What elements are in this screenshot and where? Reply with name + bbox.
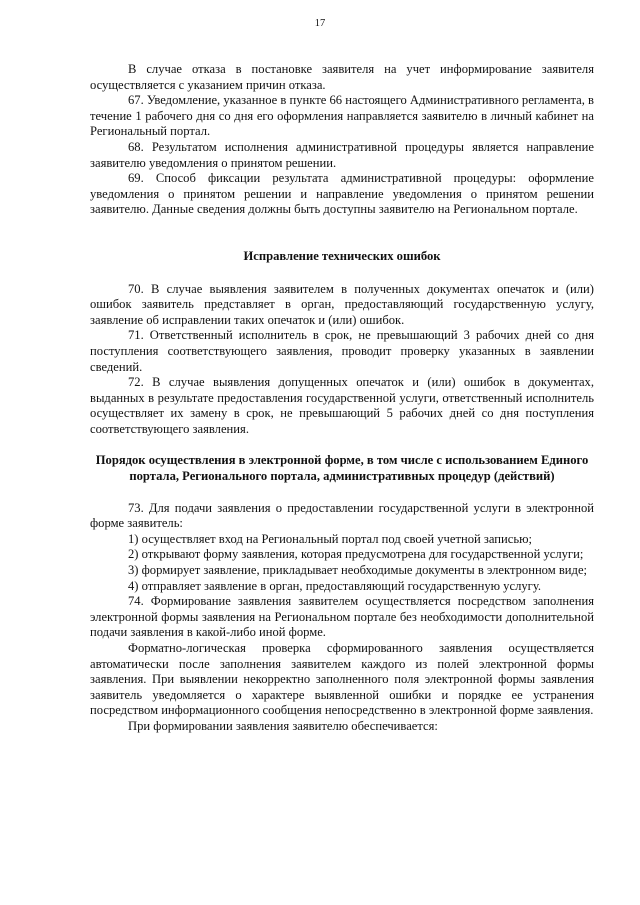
spacer (90, 437, 594, 453)
section-heading-corrections: Исправление технических ошибок (243, 248, 441, 263)
paragraph-67: 67. Уведомление, указанное в пункте 66 настоящего Административного регламента, в течение 1 рабочего дня со дня его оформления направляется заявителю в личный кабинет на Региональный портал. (90, 93, 594, 139)
spacer (90, 265, 594, 282)
paragraph-provision: При формировании заявления заявителю обеспечивается: (128, 718, 438, 733)
paragraph-73: 73. Для подачи заявления о предоставлении государственной услуги в электронной форме заявитель: (90, 500, 594, 531)
spacer (90, 485, 594, 501)
list-item-1: 1) осуществляет вход на Региональный портал под своей учетной записью; (128, 531, 533, 546)
list-item-4: 4) отправляет заявление в орган, предоставляющий государственную услугу. (128, 578, 542, 593)
list-item-3: 3) формирует заявление, прикладывает необходимые документы в электронном виде; (128, 563, 588, 578)
paragraph-format-check: Форматно-логическая проверка сформированного заявления осуществляется автоматически после заполнения заявителем каждого из полей электронной формы заявления. При выявлении некорректно заполненного поля электронной формы заявления заявитель уведомляется о характере выявленной ошибки и порядке ее устранения посредством информационного сообщения непосредственно в электронной форме заявления. (90, 641, 594, 718)
paragraph-74: 74. Формирование заявления заявителем осуществляется посредством заполнения электронной формы заявления на Региональном портале без необходимости дополнительной подачи заявления в какой-либо иной форме. (90, 594, 594, 640)
section-heading-electronic: Порядок осуществления в электронной форме, в том числе с использованием Единого портала, Регионального портала, административных процедур (действий) (95, 453, 589, 484)
paragraph-72: 72. В случае выявления допущенных опечаток и (или) ошибок в документах, выданных в результате предоставления государственной услуги, ответственный исполнитель осуществляет их замену в срок, не превышающий 5 рабочих дней со дня поступления соответствующего заявления. (90, 375, 594, 436)
spacer (90, 218, 594, 249)
list-item-2: 2) открывают форму заявления, которая предусмотрена для государственной услуги; (128, 547, 584, 562)
paragraph-69: 69. Способ фиксации результата административной процедуры: оформление уведомления о принятом решении и направление уведомления о принятом решении заявителю. Данные сведения должны быть доступны заявителю на Региональном портале. (90, 171, 594, 217)
page-number: 17 (314, 18, 326, 29)
paragraph-71: 71. Ответственный исполнитель в срок, не превышающий 3 рабочих дней со дня поступления соответствующего заявления, проводит проверку указанных в заявлении сведений. (90, 328, 594, 374)
paragraph-refusal: В случае отказа в постановке заявителя на учет информирование заявителя осуществляется с указанием причин отказа. (90, 62, 594, 92)
paragraph-68: 68. Результатом исполнения административной процедуры является направление заявителю уведомления о принятом решении. (90, 139, 594, 170)
document-body (90, 62, 594, 735)
paragraph-70: 70. В случае выявления заявителем в полученных документах опечаток и (или) ошибок заявитель представляет в орган, предоставляющий государственную услугу, заявление об исправлении таких опечаток и (или) ошибок. (90, 281, 594, 327)
